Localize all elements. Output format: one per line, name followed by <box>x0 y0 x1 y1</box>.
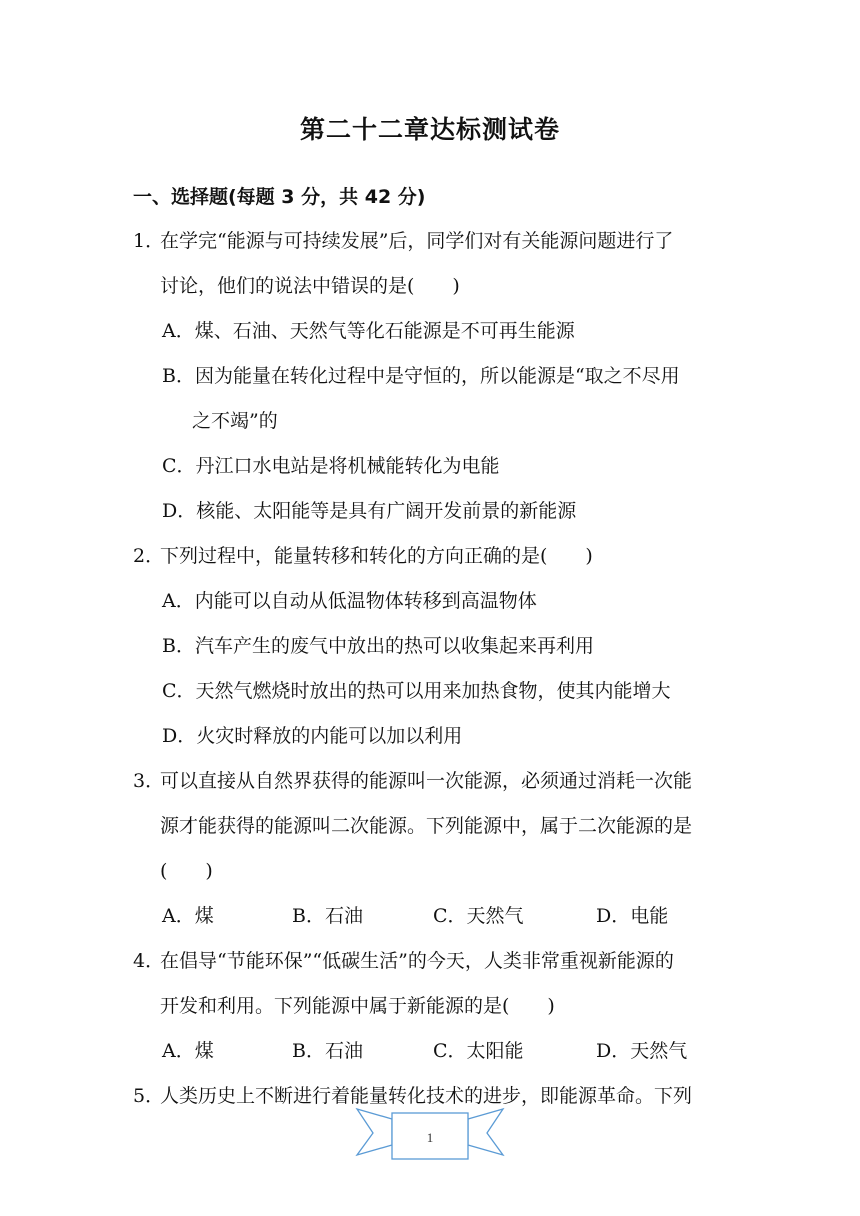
page-number: 1 <box>426 1130 434 1145</box>
question-text: 源才能获得的能源叫二次能源。下列能源中，属于二次能源的是 <box>160 815 693 837</box>
option-a: A．内能可以自动从低温物体转移到高温物体 <box>162 590 537 612</box>
option-c: C．丹江口水电站是将机械能转化为电能 <box>162 455 500 477</box>
question-text: 可以直接从自然界获得的能源叫一次能源，必须通过消耗一次能 <box>160 770 693 792</box>
option-c: C．天然气燃烧时放出的热可以用来加热食物，使其内能增大 <box>162 680 671 702</box>
option-d: D．核能、太阳能等是具有广阔开发前景的新能源 <box>162 500 577 522</box>
question-number: 2． <box>133 545 165 567</box>
question-text: 在学完“能源与可持续发展”后，同学们对有关能源问题进行了 <box>160 230 674 252</box>
section-heading: 一、选择题(每题 3 分，共 42 分) <box>133 186 426 208</box>
question-text: 开发和利用。下列能源中属于新能源的是( ) <box>160 995 555 1017</box>
page-title: 第二十二章达标测试卷 <box>299 115 560 144</box>
option-c: C．天然气 <box>433 905 524 927</box>
option-d: D．电能 <box>596 905 669 927</box>
question-text: 下列过程中，能量转移和转化的方向正确的是( ) <box>160 545 593 567</box>
question-number: 4． <box>133 950 165 972</box>
option-b: B．因为能量在转化过程中是守恒的，所以能源是“取之不尽用 <box>162 365 680 387</box>
option-a: A．煤 <box>162 1040 214 1062</box>
question-text: 在倡导“节能环保”“低碳生活”的今天，人类非常重视新能源的 <box>160 950 674 972</box>
option-d: D．火灾时释放的内能可以加以利用 <box>162 725 463 747</box>
question-text: 讨论，他们的说法中错误的是( ) <box>160 275 460 297</box>
question-text: 人类历史上不断进行着能量转化技术的进步，即能源革命。下列 <box>160 1085 693 1107</box>
option-a: A．煤 <box>162 905 214 927</box>
option-b: B．汽车产生的废气中放出的热可以收集起来再利用 <box>162 635 594 657</box>
option-b: B．石油 <box>292 905 363 927</box>
option-b-continued: 之不竭”的 <box>192 410 278 432</box>
option-c: C．太阳能 <box>433 1040 524 1062</box>
option-b: B．石油 <box>292 1040 363 1062</box>
option-d: D．天然气 <box>596 1040 688 1062</box>
question-number: 5． <box>133 1085 165 1107</box>
question-number: 3． <box>133 770 165 792</box>
question-text: ( ) <box>160 860 213 882</box>
question-number: 1． <box>133 230 165 252</box>
option-a: A．煤、石油、天然气等化石能源是不可再生能源 <box>162 320 575 342</box>
